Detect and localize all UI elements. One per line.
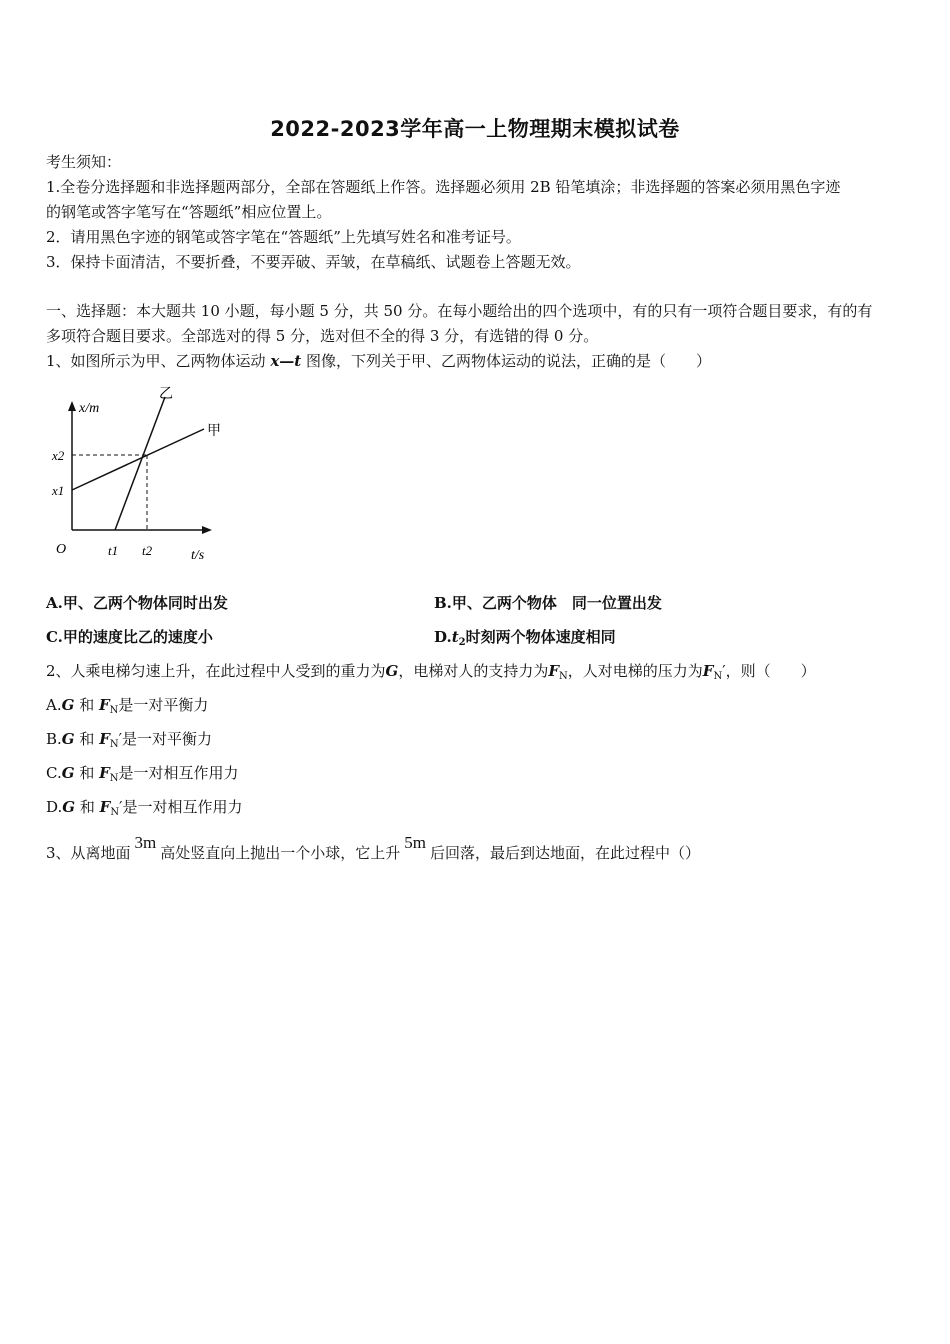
- q3-height-2: 5m: [404, 833, 427, 852]
- q2-option-c: C.G 和 $F_N$是一对相互作用力: [46, 764, 239, 784]
- notice-heading: 考生须知：: [46, 153, 122, 171]
- q2-option-d: D.G 和 $F_N'$是一对相互作用力: [46, 798, 243, 818]
- line-yi: [115, 397, 165, 530]
- t2-label: t2: [142, 543, 153, 558]
- section1-intro-a: 一、选择题：本大题共 10 小题，每小题 5 分，共 50 分。在每小题给出的四个选项中，有的只有一项符合题目要求，有的有: [46, 302, 873, 320]
- yi-label: 乙: [159, 387, 173, 402]
- q1-stem-pre: 1、如图所示为甲、乙两物体运动: [46, 352, 271, 370]
- x-axis-arrow: [68, 401, 76, 411]
- exam-title: 2022-2023学年高一上物理期末模拟试卷: [270, 117, 680, 141]
- x1-label: x1: [52, 483, 65, 498]
- origin-label: O: [56, 542, 67, 557]
- q1-option-d: $D.t_2$时刻两个物体速度相同: [434, 628, 616, 648]
- notice-item-1a: 1.全卷分选择题和非选择题两部分，全部在答题纸上作答。选择题必须用 2B 铅笔填涂；非选择题的答案必须用黑色字迹: [46, 178, 841, 196]
- q3-stem: 3、从离地面3m高处竖直向上抛出一个小球，它上升5m后回落，最后到达地面，在此过程中（）: [46, 833, 701, 862]
- q1-option-b: B.甲、乙两个物体 同一位置出发: [434, 594, 662, 612]
- t-axis-label: t/s: [191, 548, 205, 563]
- q2-option-a: A.G 和 $F_N$是一对平衡力: [46, 696, 209, 716]
- notice-item-1b: 的钢笔或答字笔写在“答题纸”相应位置上。: [46, 203, 332, 221]
- t1-label: t1: [108, 543, 119, 558]
- q1-stem: [46, 351, 711, 371]
- x-axis-label: x/m: [79, 401, 100, 416]
- q1-stem-var: x—t: [270, 352, 302, 370]
- q1-option-c: C.甲的速度比乙的速度小: [46, 628, 213, 646]
- q2-stem: 2、人乘电梯匀速上升，在此过程中人受到的重力为G，电梯对人的支持力为$F_N$，人对电梯的压力为$F_N'$，则（ ）: [46, 662, 816, 682]
- x2-label: x2: [52, 448, 65, 463]
- jia-label: 甲: [207, 424, 221, 439]
- q3-height-1: 3m: [134, 833, 157, 852]
- q1-option-a: A.甲、乙两个物体同时出发: [46, 594, 228, 612]
- section1-intro-b: 多项符合题目要求。全部选对的得 5 分，选对但不全的得 3 分，有选错的得 0 分。: [46, 327, 599, 345]
- notice-item-2: 2．请用黑色字迹的钢笔或答字笔在“答题纸”上先填写姓名和准考证号。: [46, 228, 521, 246]
- q1-stem-post: 图像，下列关于甲、乙两物体运动的说法，正确的是（ ）: [301, 352, 711, 370]
- notice-item-3: 3．保持卡面清洁，不要折叠，不要弄破、弄皱，在草稿纸、试题卷上答题无效。: [46, 253, 581, 271]
- q2-option-b: B.G 和 $F_N'$是一对平衡力: [46, 730, 213, 750]
- t-axis-arrow: [202, 526, 212, 534]
- line-jia: [72, 429, 204, 490]
- xt-graph: [46, 383, 236, 563]
